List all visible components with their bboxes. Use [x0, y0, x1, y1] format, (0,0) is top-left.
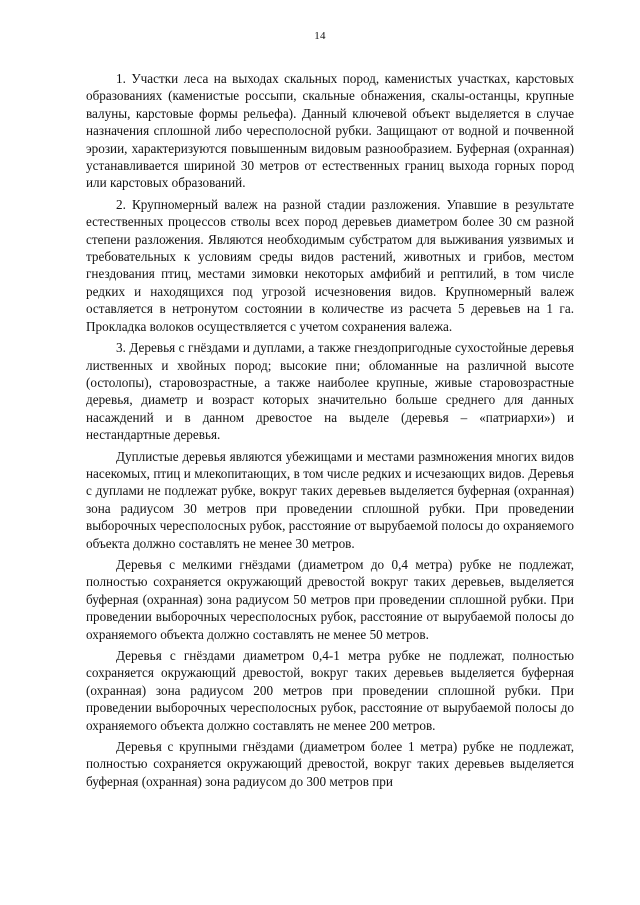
paragraph-large-deadwood: 2. Крупномерный валеж на разной стадии разложения. Упавшие в результате естественных процессов стволы всех пород деревьев диаметром более 30 см разной степени разложения. Являются необходимым субстратом для выживания уязвимых и требовательных к условиям среды видов растений, животных и грибов, местом гнездования птиц, местами зимовки некоторых амфибий и рептилий, в том числе редких и находящихся под угрозой исчезновения видов. Крупномерный валеж оставляется в нетронутом состоянии в количестве из расчета 5 деревьев на 1 га. Прокладка волоков осуществляется с учетом сохранения валежа. — [86, 196, 574, 334]
paragraph-large-nests-buffer: Деревья с крупными гнёздами (диаметром более 1 метра) рубке не подлежат, полностью сохраняется окружающий древостой, вокруг таких деревьев выделяется буферная (охранная) зона радиусом до 300 метров при — [86, 739, 574, 789]
page-number: 14 — [314, 30, 326, 42]
paragraph-rock-outcrops: 1. Участки леса на выходах скальных пород, каменистых участках, карстовых образованиях (каменистые россыпи, скальные обнажения, скалы-останцы, крупные валуны, карстовые формы рельефа). Данный ключевой объект выделяется в случае назначения сплошной либо чересполосной рубки. Защищают от водной и почвенной эрозии, характеризуются повышенным видовым разнообразием. Буферная (охранная) устанавливается шириной 30 метров от естественных границ выхода горных пород или карстовых образований. — [86, 71, 574, 191]
paragraph-small-nests-buffer: Деревья с мелкими гнёздами (диаметром до 0,4 метра) рубке не подлежат, полностью сохраняется окружающий древостой вокруг таких деревьев, выделяется буферная (охранная) зона радиусом 50 метров при проведении сплошной рубки. При проведении выборочных чересполосных рубок, расстояние от вырубаемой полосы до охраняемого объекта должно составлять не менее 50 метров. — [86, 556, 574, 642]
paragraph-medium-nests-buffer: Деревья с гнёздами диаметром 0,4-1 метра рубке не подлежат, полностью сохраняется окружающий древостой, вокруг таких деревьев выделяется буферная (охранная) зона радиусом 200 метров при проведении сплошной рубки. При проведении выборочных чересполосных рубок, расстояние от вырубаемой полосы до охраняемого объекта должно составлять не менее 200 метров. — [86, 648, 574, 733]
paragraph-hollow-trees-buffer: Дуплистые деревья являются убежищами и местами размножения многих видов насекомых, птиц и млекопитающих, в том числе редких и исчезающих видов. Деревья с дуплами не подлежат рубке, вокруг таких деревьев выделяется буферная (охранная) зона радиусом 30 метров при проведении сплошной рубки. При проведении выборочных чересполосных рубок, расстояние от вырубаемой полосы до охраняемого объекта должно составлять не менее 30 метров. — [86, 448, 574, 551]
paragraph-nest-and-hollow-trees: 3. Деревья с гнёздами и дуплами, а также гнездопригодные сухостойные деревья лиственных и хвойных пород; высокие пни; обломанные на различной высоте (остолопы), старовозрастные, а также наиболее крупные, живые старовозрастные деревья, диаметр и возраст которых значительно больше среднего для данных насаждений и в данном древостое на выделе (деревья – «патриархи») и нестандартные деревья. — [86, 340, 574, 443]
document-body — [86, 70, 574, 793]
